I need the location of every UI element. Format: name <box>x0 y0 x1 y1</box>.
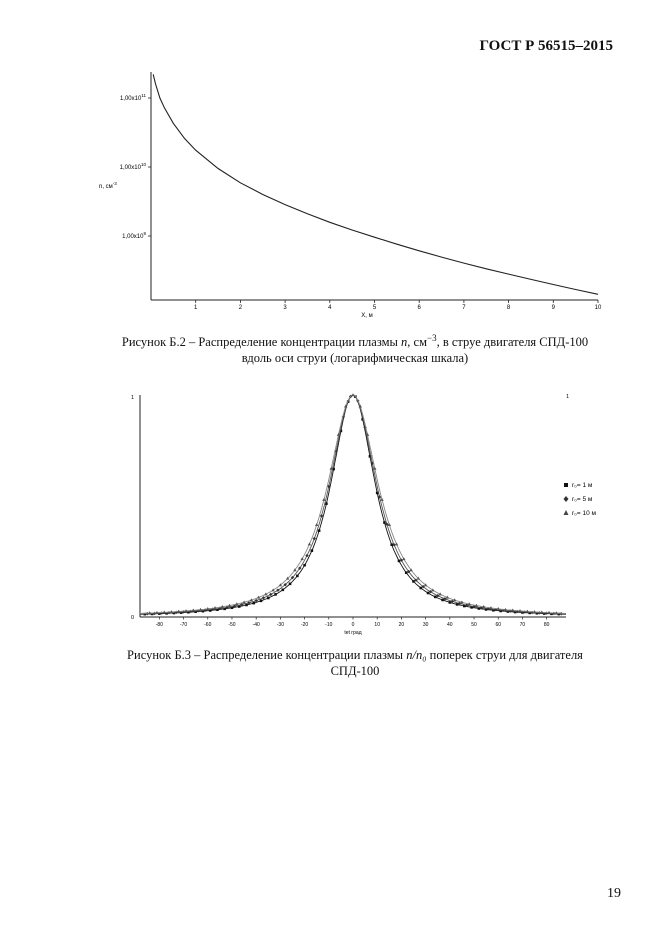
x-tick-label: 8 <box>506 305 511 311</box>
x-tick-label: 10 <box>594 305 602 311</box>
data-point <box>313 537 316 540</box>
x-tick-label: 1 <box>194 305 198 311</box>
y-tick-label: $1,00x10^{11}$ <box>119 93 146 102</box>
data-point <box>412 580 415 583</box>
data-point <box>305 554 308 557</box>
x-tick-label: 60 <box>495 622 502 628</box>
y-tick-0: 0 <box>130 615 134 621</box>
x-tick-label: 2 <box>238 305 243 311</box>
data-point <box>267 597 270 600</box>
legend-marker <box>564 496 569 502</box>
data-point <box>441 599 444 602</box>
data-point <box>252 602 255 605</box>
x-tick-label: -40 <box>252 622 260 628</box>
data-point <box>380 498 383 501</box>
x-tick-label: 6 <box>417 305 421 311</box>
x-tick-label: -50 <box>228 622 236 628</box>
x-tick-label: -80 <box>155 622 163 628</box>
x-tick-label: 20 <box>398 622 405 628</box>
x-axis-label: X, м <box>361 313 373 319</box>
x-tick-label: -20 <box>300 622 309 628</box>
data-point <box>318 529 321 532</box>
x-tick-label: -30 <box>276 622 285 628</box>
corner-tick-label: 1 <box>566 394 570 400</box>
data-point <box>383 521 386 524</box>
legend-marker <box>564 483 568 487</box>
data-point <box>289 583 292 586</box>
x-tick-label: 9 <box>551 305 555 311</box>
y-tick-label: $1,00x10^{10}$ <box>119 162 146 171</box>
data-point <box>282 588 285 591</box>
data-point <box>419 587 422 590</box>
x-axis-label: tet град <box>344 630 362 636</box>
data-point <box>427 592 430 595</box>
data-point <box>398 560 401 563</box>
data-point <box>296 575 299 578</box>
y-tick-1: 1 <box>130 395 134 401</box>
data-point <box>311 549 314 552</box>
x-tick-label: 7 <box>462 305 466 311</box>
x-tick-label: -70 <box>179 622 188 628</box>
x-tick-label: 0 <box>351 622 355 628</box>
x-tick-label: 80 <box>543 622 550 628</box>
x-tick-label: 10 <box>374 622 380 628</box>
series-line <box>140 395 566 614</box>
legend-label: r₀= 5 м <box>572 496 593 503</box>
data-point <box>303 564 306 567</box>
x-tick-label: 70 <box>519 622 526 628</box>
figure-caption-b3: Рисунок Б.3 – Распределение концентрации плазмы n/n₀ поперек струи для двигателя СПД-100 <box>127 648 583 678</box>
data-point <box>395 542 398 545</box>
legend-label: r₀= 10 м <box>572 510 596 517</box>
data-point <box>308 542 311 545</box>
x-tick-label: 40 <box>447 622 453 628</box>
series-line <box>140 395 566 613</box>
x-tick-label: 3 <box>283 305 287 311</box>
data-point <box>274 593 277 596</box>
data-point <box>269 593 272 596</box>
series-line <box>140 395 566 614</box>
data-point <box>434 596 437 599</box>
page-number: 19 <box>607 886 621 901</box>
figure-caption-b2: Рисунок Б.2 – Распределение концентрации плазмы n, $см^{-3}$, в струе двигателя СПД-100 вдоль оси струи (логарифмическая шкала) <box>121 333 589 366</box>
data-point <box>315 523 318 526</box>
legend-label: r₀= 1 м <box>572 482 593 489</box>
x-tick-label: 4 <box>328 305 332 311</box>
data-point <box>322 498 325 501</box>
x-tick-label: 30 <box>422 622 429 628</box>
document-code: ГОСТ Р 56515–2015 <box>479 38 613 54</box>
data-point <box>262 596 265 599</box>
data-point <box>260 600 263 603</box>
y-tick-label: $1,00x10^9$ <box>122 231 146 240</box>
x-tick-label: -10 <box>325 622 333 628</box>
x-tick-label: -60 <box>204 622 212 628</box>
y-axis-label: n, $см^{-3}$ <box>99 181 117 190</box>
x-tick-label: 50 <box>471 622 477 628</box>
legend-marker <box>564 510 569 515</box>
x-tick-label: 5 <box>372 305 377 311</box>
data-point <box>351 393 354 396</box>
